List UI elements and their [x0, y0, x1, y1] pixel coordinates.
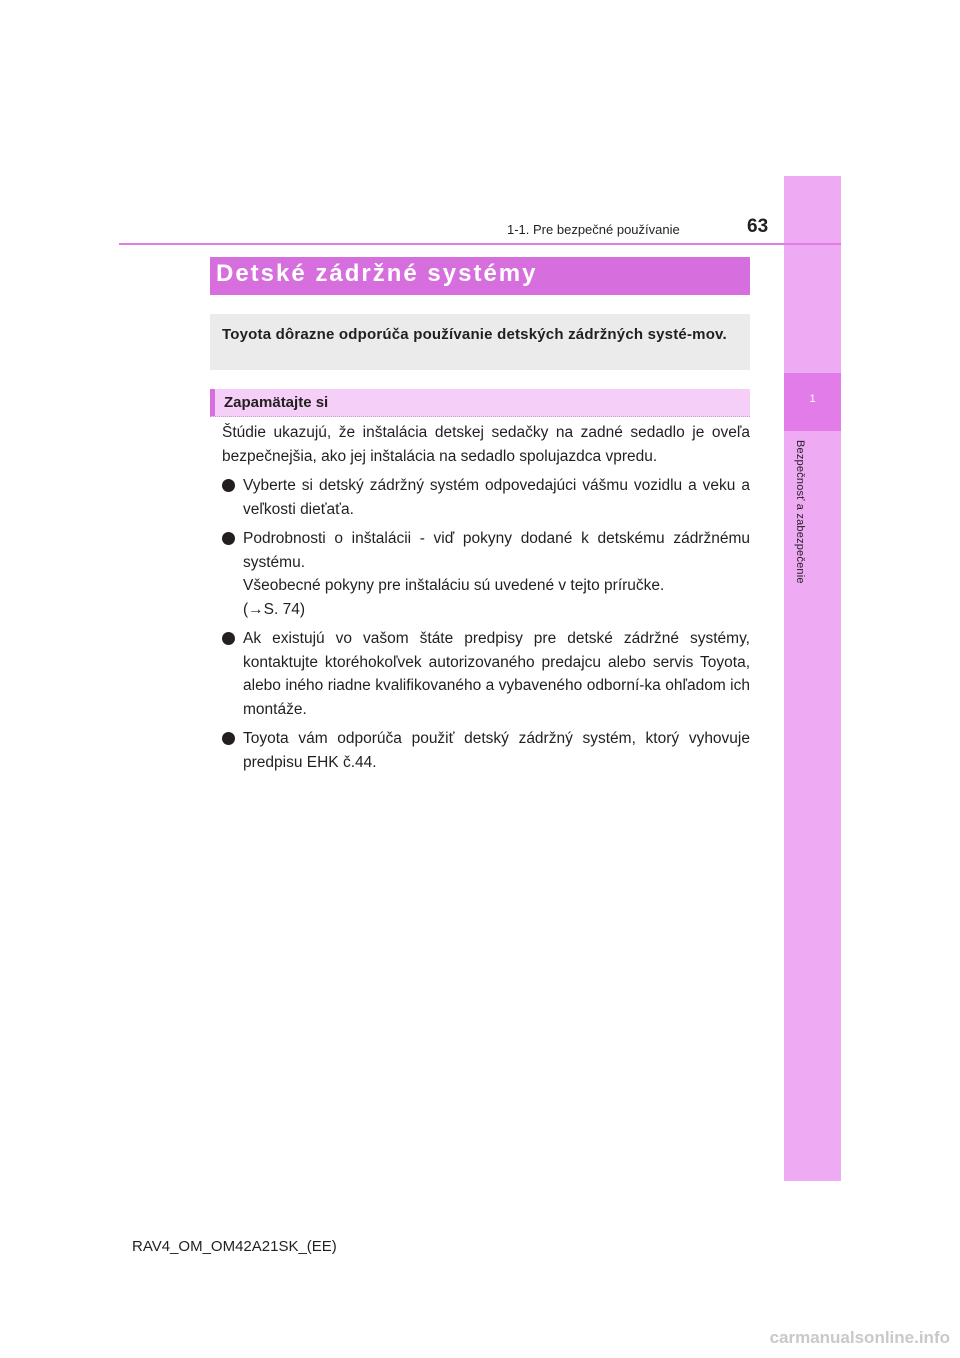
intro-text: Toyota dôrazne odporúča používanie detských zádržných systé-mov.	[222, 326, 727, 343]
page-reference-link[interactable]: (→S. 74)	[243, 600, 306, 618]
note-accent	[210, 389, 215, 416]
bullet-text: Toyota vám odporúča použiť detský zádržný systém, ktorý vyhovuje predpisu EHK č.44.	[243, 730, 750, 771]
chapter-side-tab	[784, 176, 841, 1181]
chapter-number: 1	[809, 393, 816, 405]
header-rule	[119, 243, 841, 245]
bullet-text: Podrobnosti o inštalácii - viď pokyny dodané k detskému zádržnému systému.	[243, 530, 750, 571]
note-content	[222, 421, 750, 780]
bullet-icon	[222, 632, 235, 645]
bullet-item	[222, 474, 750, 521]
bullet-icon	[222, 532, 235, 545]
bullet-icon	[222, 479, 235, 492]
note-title: Zapamätajte si	[224, 394, 329, 411]
note-header	[210, 389, 750, 417]
bullet-item	[222, 527, 750, 621]
note-paragraph: Štúdie ukazujú, že inštalácia detskej sedačky na zadné sedadlo je oveľa bezpečnejšia, ako jej inštalácia na sedadlo spolujazdca vpredu.	[222, 424, 750, 465]
title-bar	[210, 257, 750, 295]
bullet-item	[222, 627, 750, 721]
intro-box	[210, 314, 750, 370]
bullet-item	[222, 727, 750, 774]
chapter-title: Bezpečnosť a zabezpečenie	[794, 440, 806, 584]
bullet-icon	[222, 732, 235, 745]
bullet-text: Všeobecné pokyny pre inštaláciu sú uvedené v tejto príručke.	[243, 577, 665, 594]
bullet-text: Ak existujú vo vašom štáte predpisy pre detské zádržné systémy, kontaktujte ktoréhokoľvek autorizovaného predajcu alebo servis Toyota, alebo iného riadne kvalifikovaného a vybaveného odborní-ka ohľadom ich montáže.	[243, 630, 750, 718]
watermark: carmanualsonline.info	[769, 1328, 950, 1347]
bullet-text: Vyberte si detský zádržný systém odpovedajúci vášmu vozidlu a veku a veľkosti dieťaťa.	[243, 477, 750, 518]
document-code: RAV4_OM_OM42A21SK_(EE)	[132, 1238, 337, 1255]
section-header: 1-1. Pre bezpečné používanie	[507, 222, 680, 237]
page-number: 63	[747, 216, 769, 237]
page-title: Detské zádržné systémy	[216, 260, 538, 287]
